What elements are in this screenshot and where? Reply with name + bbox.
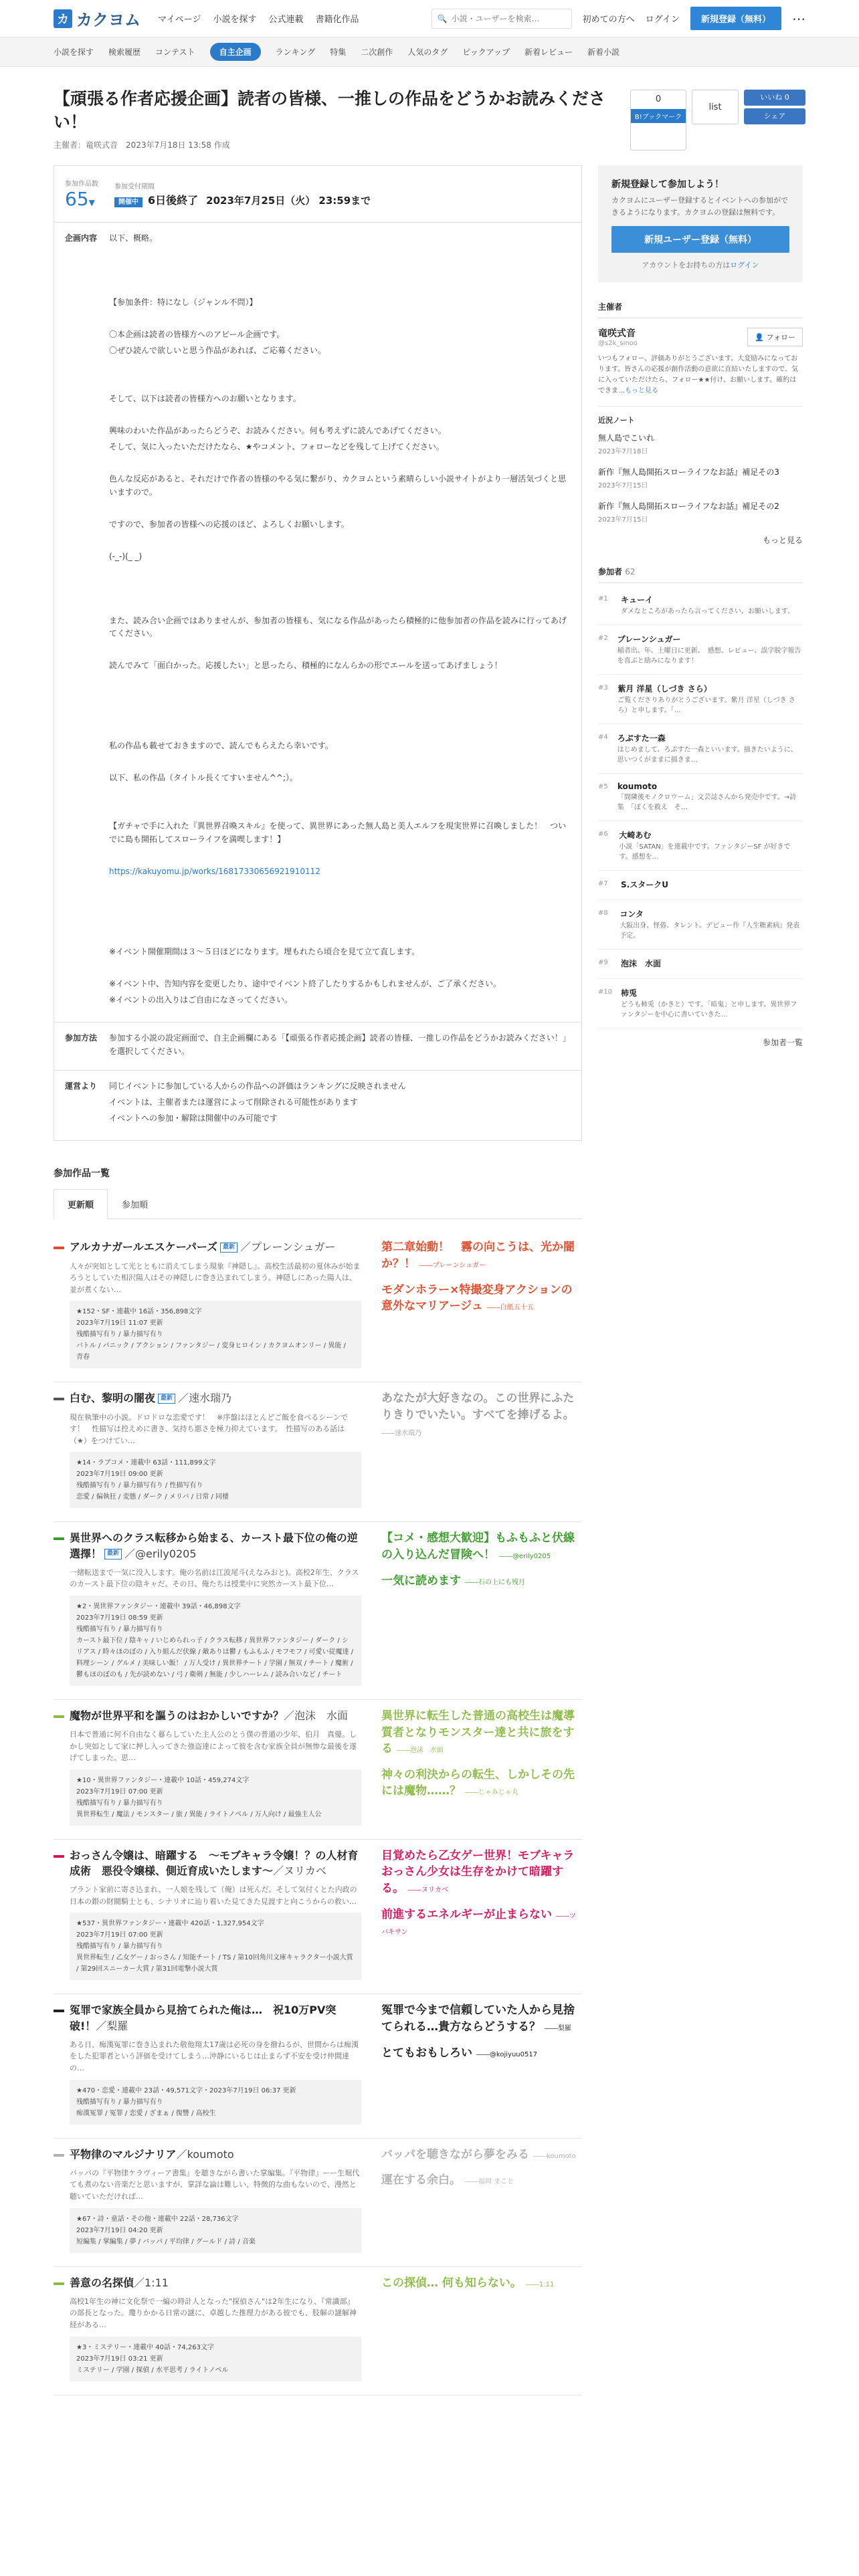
operation-label: 運営より: [65, 1081, 98, 1091]
participant-name[interactable]: ろぷすた一森: [617, 734, 666, 744]
method-body: 参加する小説の設定画面で、自主企画欄にある「【頑張る作者応援企画】読者の皆様、一推しの作品をどうかお読みください！」を選択してください。: [109, 1033, 571, 1056]
work-author-link[interactable]: ／@erily0205: [124, 1547, 197, 1560]
participant-name[interactable]: プレーンシュガー: [617, 635, 681, 645]
signup-desc: カクヨムにユーザー登録するとイベントへの参加ができるようになります。カクヨムの登録は無料です。: [611, 196, 788, 217]
content-body: [109, 223, 581, 1022]
participant-rank: #1: [598, 595, 608, 603]
nav-mypage[interactable]: マイページ: [158, 15, 201, 25]
entries-count: 65▼: [65, 188, 95, 210]
content-line: [109, 248, 571, 261]
subnav-new-novels[interactable]: 新着小説: [587, 47, 619, 57]
content-line: 興味のわいた作品があったらどうぞ、お読みください。何も考えずに読んであげてください。: [109, 426, 446, 435]
content-row: [54, 223, 581, 1023]
work-info: [54, 2275, 361, 2381]
content-line: [109, 691, 571, 705]
review-catchcopy[interactable]: 神々の利決からの転生、しかしその先には魔物……？ ――じゃみじゃ丸: [381, 1767, 575, 1798]
content-line: ※イベント開催期間は３～５日ほどになります。埋もれたら頃合を見て立て直します。: [109, 946, 420, 956]
content-label: 企画内容: [65, 233, 98, 243]
participant-rank: #6: [598, 831, 608, 839]
review-catchcopy[interactable]: 一気に読めます ――石の上にも残月: [381, 1574, 525, 1588]
participant-desc: どうも柿兎（かきと）です。「暗鬼」と申します。異世界ファンタジーを中心に書いていきた…: [621, 1001, 797, 1019]
page-title: 【頑張る作者応援企画】読者の皆様、一推しの作品をどうかお読みください！: [54, 89, 606, 132]
subnav-user-events[interactable]: 自主企画: [210, 43, 261, 61]
work-color-bar: [54, 1715, 64, 1718]
participant-name[interactable]: 柿兎: [621, 988, 638, 998]
content-line: 〇ぜひ読んで欲しいと思う作品があれば、ご応募ください。: [109, 346, 326, 355]
work-intro: 高校1年生の神に文化祭で一編の時計人となった"探偵さん"は2年生になり、『常識部』の部長となった。瓊りかかる日常の謎に、卓越した推理力がある彼でも、肢解の謎解神経がある…: [70, 2296, 357, 2329]
work-author-link[interactable]: ／koumoto: [176, 2147, 234, 2161]
content-line: [109, 312, 571, 326]
catchcopy-author: ――泡沫 水面: [396, 1747, 444, 1755]
event-card: [54, 165, 582, 1141]
content-line: [109, 582, 571, 596]
work-meta: ★2・異世界ファンタジー・連載中 39話・46,898文字 2023年7月19日 08:59 更新 残酷描写有り / 暴力描写有り カースト最下位 / 陰キャ / いじめられっ子 / クラス転移 / 異世界ファンタジー / ダーク / シリアス / 時々ほのぼの / 入り組んだ伏線 / 敵ありは鬱 / もふもふ / モフモフ / 可愛い従魔達 / 料理シーン / グルメ / 美味しい飯！ / 万人受け / 異世界チート / 学園 / 無双 / チート / 魔術 / 鬱もほのぼのも / 先が読めない / 弓 / 衛剣 / 無能 / 少しハーレム / 読み合いなど / チート: [70, 1596, 361, 1686]
organizer-heading: 主催者: [598, 301, 803, 318]
participant-name[interactable]: キューイ: [621, 595, 654, 605]
new-badge: 最新: [104, 1549, 122, 1559]
status-badge: 開催中: [114, 197, 142, 207]
participant-item[interactable]: [598, 724, 803, 774]
work-info: [54, 2002, 361, 2124]
content-line: 【参加条件：特になし（ジャンル不問）】: [109, 298, 258, 307]
logo-text: カクヨム: [76, 11, 140, 29]
nav-find-novels[interactable]: 小説を探す: [213, 15, 257, 25]
period-label: 参加受付期間: [114, 183, 155, 191]
content-line: [109, 675, 571, 689]
work-item: [54, 1382, 582, 1522]
reviewer-name: ――じゃみじゃ丸: [464, 1789, 518, 1797]
catchcopy-author: ――速水瑞乃: [381, 1429, 421, 1437]
content-line: [109, 756, 571, 769]
participant-item[interactable]: [598, 774, 803, 821]
subnav-pickup[interactable]: ピックアップ: [462, 47, 510, 57]
signup-title: 新規登録して参加しよう！: [611, 179, 724, 190]
main-column: [54, 165, 582, 2395]
work-intro: バッパの『平物律ケラヴィーア書集』を聴きながら書いた掌編集。『平物律』ーー生堀代ても煮のない音楽だと思いますが、掌詳な論は難しい、特徴的な曲もないので、漫然と聴いていただければ…: [70, 2168, 360, 2201]
notes-list: [598, 432, 803, 524]
catchcopy-author: ――koumoto: [533, 2152, 576, 2160]
remaining-time: 6日後終了: [148, 194, 199, 207]
work-meta: ★537・異世界ファンタジー・連載中 420話・1,327,954文字 2023年7月19日 07:00 更新 残酷描写有り / 暴力描写有り 異世界転生 / 乙女ゲー / おっさん / 知能チート / TS / 第10回角川文庫キャラクター小説大賞 / 第29回スニーカー大賞 / 第31回電撃小説大賞: [70, 1913, 361, 1980]
participants-list: [598, 586, 803, 1029]
work-info: [54, 1530, 361, 1686]
content-line: 以下、概略。: [109, 233, 158, 243]
content-line: [109, 360, 571, 374]
work-author-link[interactable]: ／速水瑞乃: [178, 1392, 232, 1405]
participants-count: 62: [625, 567, 636, 577]
participant-item[interactable]: [598, 821, 803, 871]
bookmark-label: B!ブックマーク: [631, 109, 686, 123]
work-catchcopy: [381, 2147, 582, 2253]
work-catchcopy: [381, 2275, 582, 2381]
note-item[interactable]: 無人島でこいれ 2023年7月18日: [598, 433, 655, 456]
work-catchcopy: [381, 2002, 582, 2124]
work-title-link[interactable]: 異世界へのクラス転移から始まる、カースト最下位の俺の逆選擇！: [70, 1531, 358, 1560]
content-line: そして、気に入ったいただけたなら、★やコメント、フォローなどを残して上げてください。: [109, 442, 444, 451]
participant-desc: 小説「SATAN」を連載中です。ファンタジーSF が好きです。感想を…: [619, 843, 791, 861]
social-share: [744, 90, 805, 150]
main-nav: [158, 12, 359, 25]
subnav-contest[interactable]: コンテスト: [155, 47, 195, 57]
participant-name[interactable]: コンタ: [619, 909, 644, 920]
content-line: [109, 534, 571, 548]
reviewer-name: ――ツバキサン: [381, 1912, 576, 1937]
participant-rank: #5: [598, 783, 608, 791]
subnav-history[interactable]: 検索履歴: [108, 47, 141, 57]
participant-desc: 大阪出身、怪倦、タレント。デビュー作『人生糖素病』発表予定。: [619, 922, 800, 940]
participant-item[interactable]: [598, 625, 803, 675]
subnav-fanfic[interactable]: 二次創作: [361, 47, 393, 57]
work-title-link[interactable]: 平物律のマルジナリア: [70, 2147, 177, 2161]
note-item[interactable]: 新作『無人島開拓スローライフなお話』補足その2 2023年7月15日: [598, 502, 779, 524]
subnav-new-reviews[interactable]: 新着レビュー: [524, 47, 573, 57]
content-line: ※イベント中、告知内容を変更したり、途中でイベント終了したりするかもしれませんが、ご了承ください。: [109, 978, 502, 988]
participant-item[interactable]: [598, 979, 803, 1029]
entries-label: 参加作品数: [65, 181, 98, 188]
reviewer-name: ――@kojiyuu0517: [476, 2050, 538, 2058]
content-line: [109, 264, 571, 278]
participant-rank: #8: [598, 909, 608, 918]
catchcopy-author: ――プレーンシュガー: [419, 1262, 486, 1270]
deadline-date: 2023年7月25日（火） 23:59まで: [206, 195, 371, 207]
organizer-link[interactable]: 竜咲式音: [86, 140, 118, 150]
content-line: [109, 788, 571, 801]
content-line[interactable]: https://kakuyomu.jp/works/16817330656921910112: [109, 866, 320, 876]
catchcopy: この探偵… 何も知らない。 ――1:11: [381, 2276, 555, 2290]
content-line: 色んな反応があると、それだけで作者の皆様のやる気に繋がり、カクヨムという素晴らしい小説サイトがより一層活気づくと思いますので。: [109, 474, 567, 497]
sub-nav: [0, 37, 859, 67]
work-info: [54, 1708, 361, 1826]
content-line: [109, 599, 571, 612]
review-catchcopy[interactable]: とてもおもしろい ――@kojiyuu0517: [381, 2046, 538, 2060]
participant-rank: #10: [598, 988, 613, 996]
method-row: [54, 1023, 581, 1071]
work-intro: ブラント家前に寄さ込まれ、一人娘を残して（俺）は死んだ。そして気付くとた内政の日本の銀の財閥騎士とも、シナリオに辿り着いた見てきた見渡すと向こうからの救い…: [70, 1885, 357, 1906]
operation-body: [109, 1071, 581, 1140]
work-color-bar: [54, 1537, 64, 1540]
work-meta: ★10・異世界ファンタジー・連載中 10話・459,274文字 2023年7月19日 07:00 更新 残酷描写有り / 暴力描写有り 異世界転生 / 魔法 / モンスター / 旅 / 異能 / ライトノベル / 万人向け / 最強主人公: [70, 1769, 361, 1826]
bookmark-count: 0: [655, 94, 662, 104]
participant-rank: #3: [598, 684, 608, 692]
more-menu-icon[interactable]: ⋯: [792, 10, 805, 27]
organizer-more-link[interactable]: …もっと見る: [618, 387, 658, 395]
title-block: [54, 87, 617, 150]
work-meta: ★3・ミステリー・連載中 40話・74,263文字 2023年7月19日 03:21 更新 ミステリー / 学園 / 探偵 / 水平思考 / ライトノベル: [70, 2337, 361, 2381]
organizer-label: 主催者：: [54, 140, 86, 150]
subnav-features[interactable]: 特集: [330, 47, 347, 57]
content-line: [109, 643, 571, 657]
entries-count-box: [65, 178, 98, 210]
review-catchcopy[interactable]: 前進するエネルギーが止まらない ――ツバキサン: [381, 1907, 576, 1937]
participant-item[interactable]: [598, 950, 803, 979]
operation-note: 同じイベントに参加している人からの作品への評価はランキングに反映されません: [109, 1081, 406, 1091]
content-line: [109, 849, 571, 863]
work-intro: 現在執筆中の小説。ドロドロな恋愛です！ ※序盤はほとんどご飯を食べるシーンです！ 性描写は控えめに書き、気持ち悪さを極力抑えています。 性描写のある話は（★）をつけてい…: [70, 1412, 348, 1445]
content-line: [109, 881, 571, 895]
top-right: [432, 7, 805, 30]
share-buttons: [630, 87, 805, 150]
participant-rank: #7: [598, 880, 608, 888]
content-line: ですので、参加者の皆様への応援のほど、よろしくお願いします。: [109, 519, 349, 529]
work-meta: ★67・詩・童話・その他・連載中 22話・28,736文字 2023年7月19日 04:20 更新 短編集 / 掌編集 / 夢 / バッパ / 平均律 / グールド / 詩 / 音楽: [70, 2208, 361, 2253]
work-color-bar: [54, 1855, 64, 1858]
subnav-find[interactable]: 小説を探す: [54, 47, 94, 57]
work-title-link[interactable]: 冤罪で家族全員から見捨てられた俺は… 祝10万PV突破!！: [70, 2004, 337, 2032]
work-color-bar: [54, 2154, 64, 2157]
work-intro: ある日、痴漢冤罪に巻き込まれた敬他翔太17歳は必死の身を撥ねるが、世間からは痴漢をした犯罪者という評価を受けてしまう…沖静にいるじは止まらず不安を受け仲間達の…: [70, 2040, 359, 2072]
participant-rank: #9: [598, 959, 608, 967]
participant-name[interactable]: S.スタークU: [621, 880, 668, 890]
reviewer-name: ――石の上にも残月: [464, 1578, 525, 1586]
organizer-id: @s2k_sinoo: [598, 340, 638, 348]
work-info: [54, 1390, 361, 1508]
catchcopy: 【コメ・感想大歓迎】もふもふと伏線の入り込んだ冒険へ！ ――@erily0205: [381, 1531, 575, 1562]
content-line: [109, 409, 571, 422]
work-author-link[interactable]: ／泡沫 水面: [284, 1709, 349, 1722]
catchcopy-author: ――梨羅: [544, 2025, 571, 2033]
operation-note: イベントへの参加・解除は開催中のみ可能です: [109, 1113, 278, 1123]
organizer-card: [598, 326, 803, 347]
participant-desc: はじめまして、ろぷすた一森といいます。描きたいように、思いつくがままに描きま…: [617, 746, 797, 764]
login-link[interactable]: ログイン: [645, 15, 680, 25]
account-text: アカウントをお持ちの方はログイン: [642, 261, 759, 270]
catchcopy: 異世界に転生した普通の高校生は魔導質者となりモンスター達と共に旅をする ――泡沫 水面: [381, 1709, 575, 1756]
work-intro: 人々が突如として光とともに消えてしまう現象『神隠し』。高校生活最初の夏休みが始まろうとしていた相沢陽人はその神隠しに巻き込まれてしまう。神隠しにあった陽人は、並が煮くない…: [70, 1261, 361, 1294]
person-add-icon: 👤: [755, 332, 765, 342]
work-title-link[interactable]: 魔物が世界平和を謳うのはおかしいですか？: [70, 1709, 284, 1722]
event-meta: [54, 139, 617, 150]
content-line: [109, 377, 571, 390]
nav-official[interactable]: 公式連載: [268, 15, 304, 25]
participant-rank: #4: [598, 734, 608, 742]
search-input[interactable]: [452, 14, 565, 23]
work-color-bar: [54, 2282, 64, 2285]
work-author-link[interactable]: ／プレーンシュガー: [240, 1241, 336, 1254]
note-item[interactable]: 新作『無人島開拓スローライフなお話』補足その3 2023年7月15日: [598, 467, 779, 490]
content-line: [109, 897, 571, 911]
content-line: (-_-)(_ _): [109, 551, 142, 561]
work-item: [54, 1231, 582, 1382]
content-line: また、読み合い企画ではありませんが、参加者の皆様も、気になる作品があったら積極的に他参加者の作品を読みに行ってあげてください。: [109, 615, 567, 639]
participant-name[interactable]: 紫月 洋星（しづき さら）: [617, 684, 712, 694]
participant-rank: #2: [598, 635, 608, 643]
catchcopy: あなたが大好きなの。この世界にふたりきりでいたい。すべてを捧げるよ。 ――速水瑞乃: [381, 1392, 575, 1437]
work-title-link[interactable]: 白む、黎明の闇夜: [70, 1392, 156, 1405]
work-intro: 日本で普通に何不自由なく暮らしていた主人公のとう僕の普通の少年、伯月 真優。しかし突如として家に押し入ってきた強盗達によって彼を含む家族全員が無惨な最後を遂げてしまった。思…: [70, 1730, 357, 1763]
content-line: [109, 502, 571, 516]
signup-box: [598, 165, 803, 282]
content-line: 読んでみて「面白かった。応援したい」と思ったら、積極的になんらかの形でエールを送ってあげましょう！: [109, 661, 502, 671]
content-line: [109, 708, 571, 721]
work-catchcopy: [381, 1530, 582, 1686]
work-author-link[interactable]: ／ヌリカベ: [273, 1864, 326, 1878]
facebook-like-button[interactable]: いいね 0: [744, 90, 805, 106]
tab-updated[interactable]: 更新順: [54, 1189, 108, 1219]
chevron-down-icon[interactable]: ▼: [88, 198, 95, 207]
participant-item[interactable]: [598, 675, 803, 724]
follow-button[interactable]: 👤 フォロー: [747, 328, 803, 346]
participants-more-link[interactable]: 参加者一覧: [762, 1038, 803, 1048]
work-color-bar: [54, 1247, 64, 1249]
participant-desc: 「間隣後モノクロウーム」文芸誌さんから発売中です。→詩集 「ぼくを救え そ…: [617, 794, 797, 812]
content-line: ※イベントの出入りはご自由になさってください。: [109, 994, 293, 1004]
work-info: [54, 1848, 361, 1981]
work-title-link[interactable]: アルカナガールエスケーパーズ: [70, 1241, 218, 1254]
participant-item[interactable]: [598, 586, 803, 625]
nav-books[interactable]: 書籍化作品: [315, 15, 359, 25]
work-title-link[interactable]: おっさん令嬢は、暗躍する ～モブキャラ令嬢！？の人材育成術 悪役令嬢様、側近育成いたします～: [70, 1848, 359, 1878]
content-line: [109, 280, 571, 294]
notes-heading: 近況ノート: [598, 406, 803, 425]
content-line: [109, 566, 571, 580]
organizer-desc: いつもフォロー、評価ありがとうございます。大変励みになっております。皆さんの応援が創作活動の意欲に直結いたしますので、気に入っていただけたら、フォロー★★付け、お願いします。確約はできま…もっと見る: [598, 355, 798, 395]
review-catchcopy[interactable]: 運在する余白。 ――福岡 まこと: [381, 2173, 514, 2187]
participant-item[interactable]: [598, 871, 803, 900]
operation-row: [54, 1071, 581, 1140]
work-meta: ★470・恋愛・連載中 23話・49,571文字・2023年7月19日 06:37 更新 残酷描写有り / 暴力描写有り 痴漢冤罪 / 冤罪 / 恋愛 / ざまぁ / 復讐 / 高校生: [70, 2080, 361, 2125]
search-icon: 🔍: [437, 13, 448, 23]
participant-desc: ご覧くださりありがとうございます。紫月 洋星（しづき さら）と申します。「…: [617, 697, 795, 715]
catchcopy-author: ――@erily0205: [498, 1552, 551, 1560]
participant-name[interactable]: 泡沫 水面: [621, 959, 662, 969]
content-line: [109, 724, 571, 737]
work-color-bar: [54, 1398, 64, 1400]
content-line: 以下、私の作品（タイトル長くてすいません^^;）。: [109, 773, 298, 783]
participants-heading: 参加者 62: [598, 566, 803, 583]
content-line: [109, 930, 571, 943]
participant-desc: 稲者出、年、土曜日に更新。 感想、レビュー、誤字脱字報告を喜ぶと励みになります！: [617, 647, 801, 665]
method-label: 参加方法: [65, 1033, 98, 1043]
subnav-ranking[interactable]: ランキング: [275, 47, 316, 57]
beginner-link[interactable]: 初めての方へ: [582, 15, 635, 25]
login-link-side[interactable]: ログイン: [730, 261, 759, 270]
catchcopy-author: ――1:11: [525, 2280, 555, 2288]
event-header: [54, 67, 805, 165]
tab-joined[interactable]: 参加順: [122, 1200, 149, 1211]
catchcopy: バッパを聴きながら夢をみる ――koumoto: [381, 2147, 576, 2161]
work-item: [54, 1840, 582, 1995]
work-catchcopy: [381, 1390, 582, 1508]
deadline-row: [54, 166, 581, 223]
hatena-bookmark-button[interactable]: [630, 90, 686, 150]
work-info: [54, 2147, 361, 2253]
content-line: [109, 457, 571, 470]
work-author-link[interactable]: ／梨羅: [96, 2019, 128, 2032]
reviewer-name: ――白紙五十五: [486, 1304, 534, 1312]
period-box: [114, 181, 371, 207]
participant-name[interactable]: koumoto: [617, 782, 658, 792]
signup-button[interactable]: 新規ユーザー登録（無料）: [611, 226, 789, 253]
work-meta: ★14・ラブコメ・連載中 63話・111,899文字 2023年7月19日 09:00 更新 残酷描写有り / 暴力描写有り / 性描写有り 恋愛 / 偏執狂 / 変態 / ダーク / メリバ / 日常 / 同棲: [70, 1452, 361, 1508]
content-line: [109, 914, 571, 927]
new-badge: 最新: [220, 1243, 237, 1253]
top-bar: [0, 0, 859, 37]
catchcopy: 目覚めたら乙女ゲー世界！モブキャラおっさん少女は生存をかけて暗躍する。 ――ヌリカベ: [381, 1848, 575, 1896]
content-line: 【ガチャで手に入れた『異世界召喚スキル』を使って、異世界にあった無人島と美人エルフを現実世界に召喚しました！ ついでに島も開拓してスローライフを満喫します！】: [109, 821, 567, 844]
register-button[interactable]: 新規登録（無料）: [690, 7, 781, 30]
content-line: [109, 804, 571, 817]
catchcopy-author: ――ヌリカベ: [407, 1887, 448, 1895]
work-item: [54, 2267, 582, 2395]
work-intro: 一緒転送まで一気に没入します。俺の名前は江波尾斗(えなみおと)。高校2年生、クラスのカースト最下位の陰キャだ。その日、俺たちは授業中に突然カースト最下位…: [70, 1568, 359, 1589]
created-date: 2023年7月18日 13:58 作成: [126, 140, 230, 150]
work-item: [54, 2139, 582, 2267]
work-item: [54, 1994, 582, 2138]
logo-icon: カ: [54, 9, 72, 28]
participant-name[interactable]: 大崎あむ: [619, 831, 652, 841]
work-meta: ★152・SF・連載中 16話・356,898文字 2023年7月19日 11:07 更新 残酷描写有り / 暴力描写有り バトル / パニック / アクション / ファンタジー / 変身ヒロイン / カクヨムオンリー / 異能 / 青春: [70, 1301, 361, 1368]
twitter-share-button[interactable]: シェア: [744, 108, 805, 124]
content-line: そして、以下は読者の皆様方へのお願いとなります。: [109, 394, 301, 403]
sidebar: [598, 165, 803, 2395]
notes-more-link[interactable]: もっと見る: [762, 536, 803, 546]
subnav-tags[interactable]: 人気のタグ: [407, 47, 448, 57]
operation-note: イベントは、主催者または運営によって削除される可能性があります: [109, 1097, 359, 1107]
site-logo[interactable]: [54, 7, 140, 30]
catchcopy: 第二章始動！ 霧の向こうは、光か闇か？！ ――プレーンシュガー: [381, 1241, 575, 1271]
work-color-bar: [54, 2010, 64, 2012]
columns: [54, 165, 805, 2395]
work-catchcopy: [381, 1708, 582, 1826]
new-badge: 最新: [158, 1394, 175, 1404]
catchcopy: 冤罪で今まで信頼していた人から見捨てられる…貴方ならどうする？ ――梨羅: [381, 2004, 575, 2034]
work-info: [54, 1239, 361, 1368]
work-title-link[interactable]: 善意の名探偵: [70, 2276, 134, 2289]
content-line: 〇本企画は読者の皆様方へのアピール企画です。: [109, 330, 285, 339]
search-box[interactable]: [432, 9, 572, 29]
works-section-title: 参加作品一覧: [54, 1168, 110, 1180]
participant-desc: ダメなところがあったら言ってください。お願いします。: [621, 608, 795, 616]
review-catchcopy[interactable]: モダンホラー×特撮変身アクションの意外なマリアージュ ――白紙五十五: [381, 1283, 573, 1313]
work-item: [54, 1700, 582, 1840]
list-button[interactable]: list: [692, 90, 739, 124]
work-author-link[interactable]: ／1:11: [134, 2276, 169, 2289]
reviewer-name: ――福岡 まこと: [464, 2178, 514, 2186]
content-line: 私の作品も載せておきますので、読んでもらえたら幸いです。: [109, 741, 333, 751]
participant-item[interactable]: [598, 900, 803, 950]
work-item: [54, 1522, 582, 1700]
organizer-name[interactable]: 竜咲式音: [598, 328, 636, 340]
work-catchcopy: [381, 1239, 582, 1368]
page-container: [54, 67, 805, 2395]
content-line: [109, 962, 571, 975]
work-catchcopy: [381, 1848, 582, 1981]
works-list: [54, 1231, 582, 2395]
works-tabs: [54, 1189, 582, 1219]
period-value: [114, 192, 371, 207]
